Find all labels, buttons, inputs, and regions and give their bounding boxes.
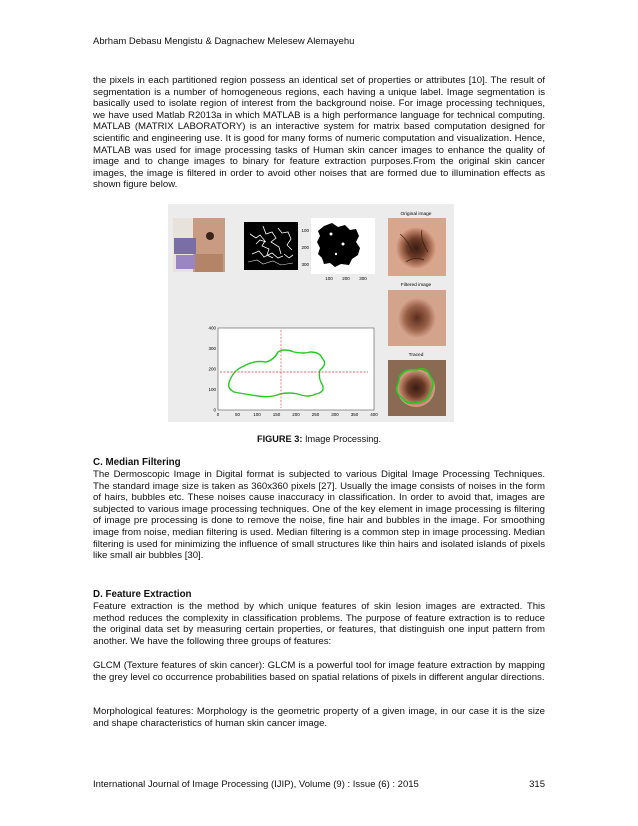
section-c-heading: C. Median Filtering (93, 457, 181, 468)
plot-x-tick: 250 (311, 412, 320, 417)
binary-x-tick: 100 (325, 276, 333, 281)
plot-x-tick: 400 (370, 412, 378, 417)
plot-x-tick: 200 (292, 412, 300, 417)
edge-map (244, 222, 298, 270)
plot-y-tick: 0 (213, 407, 216, 413)
binary-y-tick: 100 (301, 228, 309, 233)
caption-text: Image Processing. (302, 434, 382, 444)
section-c-text: The Dermoscopic Image in Digital format is subjected to various Digital Image Processing Techniques. The standard image size is taken as 360x360 pixels [27]. Usually the image consists of noises in the form of hairs, bubbles etc. These noises cause inaccuracy in classification. In order to avoid that, images are subjected to various image processing techniques. One of the key element in image processing is filtering of image pre processing is done to remove the noise, fine hair and bubbles in the image. For smoothing image from noise, median filtering is used. Median filtering is a common step in image processing. Median filtering is used for minimizing the influence of small structures like thin hairs and isolated islands of pixels like small air bubbles [30]. (93, 469, 545, 562)
binary-x-tick: 300 (359, 276, 367, 281)
plot-x-tick: 350 (350, 412, 359, 417)
plot-y-tick: 200 (208, 366, 216, 372)
traced-image-label: Traced (408, 353, 424, 358)
original-lesion-image (388, 218, 446, 276)
plot-y-tick: 100 (208, 387, 216, 392)
footer (93, 779, 545, 790)
plot-x-tick: 150 (272, 412, 281, 417)
plot-x-tick: 0 (216, 412, 220, 417)
footer-journal: International Journal of Image Processing (IJIP), Volume (9) : Issue (6) : 2015 (93, 779, 419, 790)
patient-photo (173, 218, 225, 272)
page-number: 315 (529, 779, 545, 790)
plot-x-tick: 100 (253, 412, 261, 417)
morphology-paragraph: Morphological features: Morphology is the geometric property of a given image, in our case it is the size and shape characteristics of human skin cancer image. (93, 706, 545, 729)
plot-x-tick: 300 (331, 412, 339, 417)
binary-image (301, 218, 375, 281)
figure-caption (0, 434, 638, 444)
plot-y-tick: 300 (208, 346, 216, 351)
plot-x-tick: 50 (234, 412, 241, 417)
figure-image-processing (168, 204, 454, 422)
binary-x-tick: 200 (342, 276, 350, 281)
glcm-paragraph: GLCM (Texture features of skin cancer): GLCM is a powerful tool for image feature extraction by mapping the grey level co occurrence probabilities based on spatial relations of pixels in different angular directions. (93, 660, 545, 683)
section-d-heading: D. Feature Extraction (93, 589, 192, 600)
figure-graphic (168, 204, 454, 422)
binary-y-tick: 300 (301, 262, 309, 267)
running-header: Abrham Debasu Mengistu & Dagnachew Melesew Alemayehu (93, 36, 355, 47)
binary-y-tick: 200 (301, 245, 309, 250)
plot-y-tick: 400 (208, 325, 216, 331)
original-image-label: Original image (400, 212, 432, 217)
boundary-plot (208, 326, 378, 418)
filtered-image-label: Filtered image (400, 283, 432, 288)
caption-label: FIGURE 3: (256, 434, 303, 444)
plot-area (218, 328, 374, 410)
traced-lesion-image (388, 360, 446, 416)
filtered-lesion-image (388, 290, 446, 346)
intro-paragraph: the pixels in each partitioned region possess an identical set of properties or attributes [10]. The result of segmentation is a number of homogeneous regions, each having a unique label. Image segmentation is basically used to isolate region of interest from the background noise. For image processing techniques, we have used Matlab R2013a in which MATLAB is a high performance language for technical computing. MATLAB (MATRIX LABORATORY) is an interactive system for matrix based computation designed for scientific and engineering use. It is good for many forms of numeric computation and visualization. Hence, MATLAB was used for image processing tasks of Human skin cancer images to enhance the quality of image and to change images to binary for feature extraction purposes.From the original skin cancer images, the image is filtered in order to avoid other noises that are formed due to illumination effects as shown figure below. (93, 75, 545, 191)
section-d-text: Feature extraction is the method by which unique features of skin lesion images are extracted. This method reduces the complexity in classification problems. The purpose of feature extraction is to reduce the original data set by measuring certain properties, or features, that distinguish one input pattern from another. We have the following three groups of features: (93, 601, 545, 647)
